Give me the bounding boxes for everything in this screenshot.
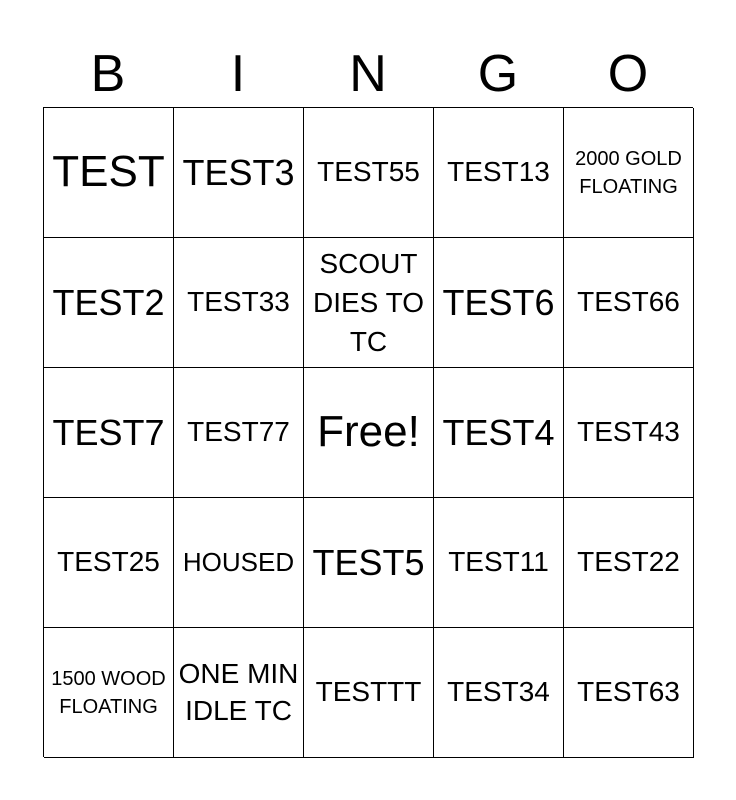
cell-text: TEST55 bbox=[317, 156, 420, 188]
cell-text: TEST11 bbox=[448, 546, 549, 578]
bingo-cell[interactable] bbox=[174, 498, 304, 628]
bingo-cell[interactable] bbox=[564, 108, 694, 238]
cell-text: TEST7 bbox=[52, 411, 165, 453]
cell-text: 2000 GOLD FLOATING bbox=[575, 147, 682, 198]
cell-text: TEST43 bbox=[577, 416, 680, 448]
cell-text: TEST13 bbox=[447, 156, 550, 188]
bingo-cell[interactable] bbox=[434, 108, 564, 238]
bingo-cell[interactable] bbox=[44, 368, 174, 498]
cell-text: TEST77 bbox=[187, 416, 290, 448]
cell-text: TEST33 bbox=[187, 286, 290, 318]
cell-text: TEST bbox=[52, 147, 165, 197]
bingo-cell[interactable] bbox=[44, 238, 174, 368]
header-letter-i: I bbox=[230, 45, 246, 103]
bingo-cell[interactable] bbox=[564, 238, 694, 368]
cell-text: TEST6 bbox=[442, 281, 555, 323]
bingo-cell[interactable] bbox=[174, 628, 304, 758]
header-letter-g: G bbox=[477, 45, 519, 103]
cell-text: TEST5 bbox=[312, 541, 425, 583]
header-letter-n: N bbox=[349, 45, 387, 103]
bingo-cell[interactable] bbox=[304, 108, 434, 238]
bingo-cell[interactable] bbox=[44, 498, 174, 628]
cell-text: 1500 WOOD FLOATING bbox=[51, 667, 166, 718]
bingo-cell[interactable] bbox=[434, 498, 564, 628]
header-letter-b: B bbox=[90, 45, 126, 103]
cell-text: ONE MIN IDLE TC bbox=[178, 658, 299, 726]
cell-text: TESTTT bbox=[315, 676, 422, 708]
bingo-cell[interactable] bbox=[174, 108, 304, 238]
free-space-text: Free! bbox=[317, 407, 420, 457]
bingo-cell[interactable] bbox=[44, 108, 174, 238]
bingo-cell[interactable] bbox=[564, 628, 694, 758]
cell-text: HOUSED bbox=[182, 547, 295, 578]
bingo-cell[interactable] bbox=[434, 368, 564, 498]
bingo-cell free-space[interactable] bbox=[304, 368, 434, 498]
bingo-cell[interactable] bbox=[174, 368, 304, 498]
bingo-cell[interactable] bbox=[44, 628, 174, 758]
bingo-cell[interactable] bbox=[174, 238, 304, 368]
cell-text: TEST63 bbox=[577, 676, 680, 708]
bingo-cell[interactable] bbox=[304, 628, 434, 758]
bingo-header bbox=[43, 40, 693, 108]
cell-text: TEST25 bbox=[57, 546, 160, 578]
cell-text: TEST34 bbox=[447, 676, 550, 708]
bingo-cell[interactable] bbox=[564, 368, 694, 498]
bingo-cell[interactable] bbox=[304, 238, 434, 368]
cell-text: TEST66 bbox=[577, 286, 680, 318]
bingo-cell[interactable] bbox=[304, 498, 434, 628]
header-letter-o: O bbox=[607, 45, 649, 103]
bingo-cell[interactable] bbox=[564, 498, 694, 628]
cell-text: TEST2 bbox=[52, 281, 165, 323]
cell-text: TEST4 bbox=[442, 411, 555, 453]
bingo-board bbox=[43, 107, 693, 757]
bingo-cell[interactable] bbox=[434, 628, 564, 758]
cell-text: SCOUT DIES TO TC bbox=[312, 247, 424, 358]
cell-text: TEST3 bbox=[182, 151, 295, 193]
bingo-cell[interactable] bbox=[434, 238, 564, 368]
cell-text: TEST22 bbox=[577, 546, 680, 578]
